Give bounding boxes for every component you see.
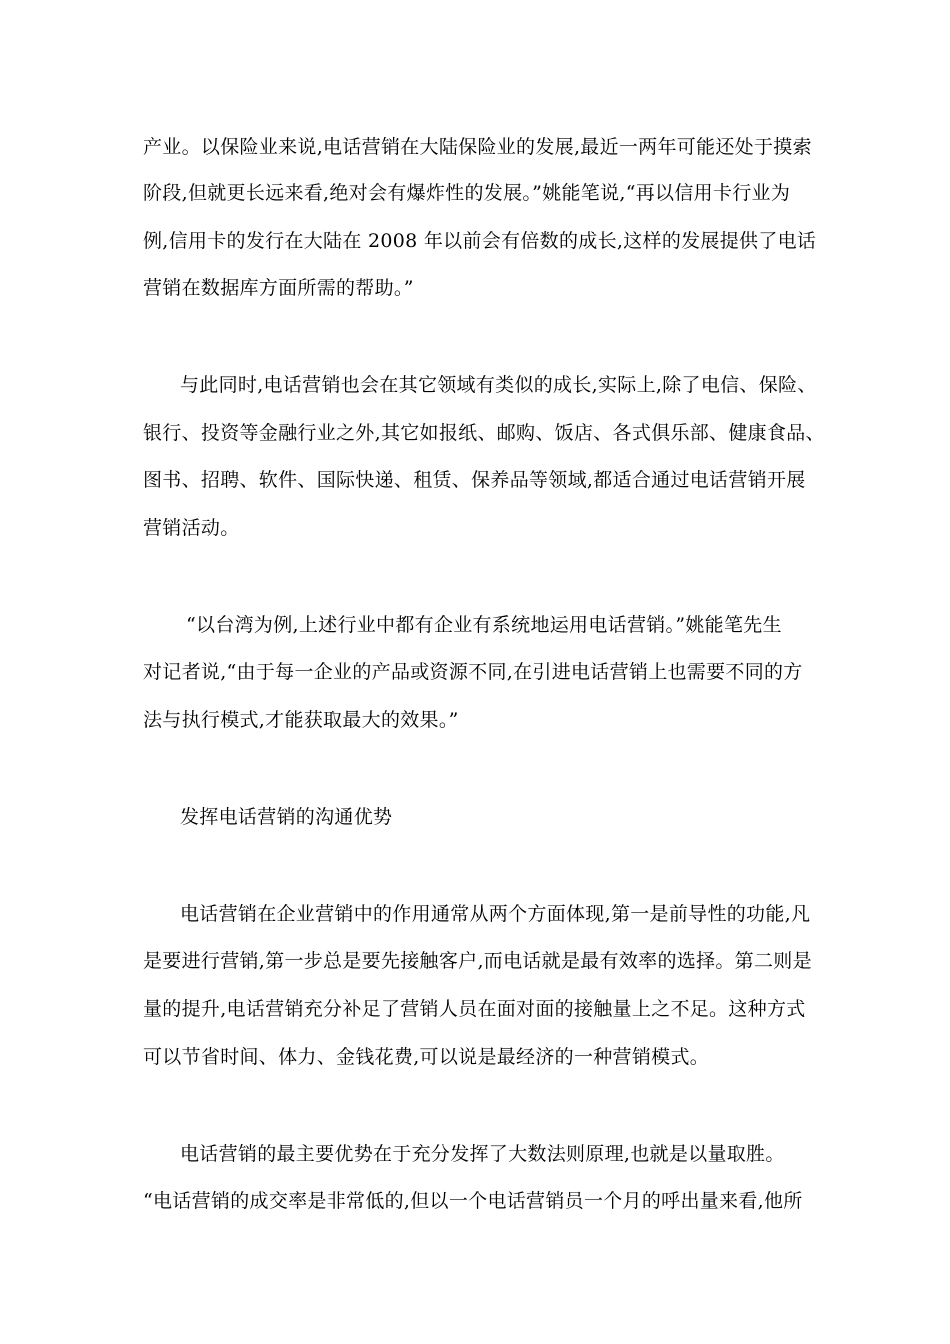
paragraph-3-line-1: “以台湾为例,上述行业中都有企业有系统地运用电话营销。”姚能笔先生 xyxy=(186,614,782,636)
paragraph-4-line-4: 可以节省时间、体力、金钱花费,可以说是最经济的一种营销模式。 xyxy=(143,1046,710,1068)
paragraph-2-line-1: 与此同时,电话营销也会在其它领域有类似的成长,实际上,除了电信、保险、 xyxy=(180,374,817,396)
paragraph-2-line-4: 营销活动。 xyxy=(143,517,240,539)
paragraph-4-line-3: 量的提升,电话营销充分补足了营销人员在面对面的接触量上之不足。这种方式 xyxy=(143,998,806,1020)
paragraph-3-line-2: 对记者说,“由于每一企业的产品或资源不同,在引进电话营销上也需要不同的方 xyxy=(143,661,803,683)
paragraph-2-line-3: 图书、招聘、软件、国际快递、租赁、保养品等领域,都适合通过电话营销开展 xyxy=(143,469,806,491)
paragraph-4-line-2: 是要进行营销,第一步总是要先接触客户,而电话就是最有效率的选择。第二则是 xyxy=(143,950,812,972)
paragraph-1-line-4: 营销在数据库方面所需的帮助。” xyxy=(143,277,414,299)
paragraph-1-line-3: 例,信用卡的发行在大陆在 2008 年以前会有倍数的成长,这样的发展提供了电话 xyxy=(143,230,817,252)
paragraph-4-line-1: 电话营销在企业营销中的作用通常从两个方面体现,第一是前导性的功能,凡 xyxy=(180,903,811,925)
paragraph-2-line-2: 银行、投资等金融行业之外,其它如报纸、邮购、饭店、各式俱乐部、健康食品、 xyxy=(143,422,825,444)
paragraph-5-line-1: 电话营销的最主要优势在于充分发挥了大数法则原理,也就是以量取胜。 xyxy=(180,1143,785,1165)
section-heading: 发挥电话营销的沟通优势 xyxy=(180,806,393,828)
paragraph-1-line-2: 阶段,但就更长远来看,绝对会有爆炸性的发展。”姚能笔说,“再以信用卡行业为 xyxy=(143,182,791,204)
paragraph-1-line-1: 产业。以保险业来说,电话营销在大陆保险业的发展,最近一两年可能还处于摸索 xyxy=(143,136,812,158)
paragraph-3-line-3: 法与执行模式,才能获取最大的效果。” xyxy=(143,709,459,731)
paragraph-5-line-2: “电话营销的成交率是非常低的,但以一个电话营销员一个月的呼出量来看,他所 xyxy=(143,1190,803,1212)
